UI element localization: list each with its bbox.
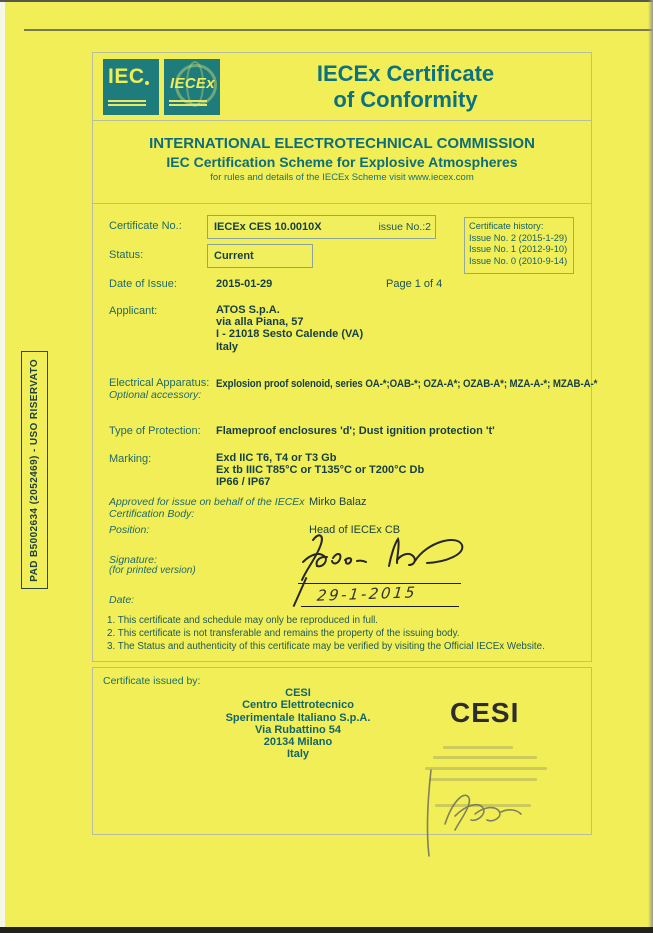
note-line: 2. This certificate is not transferable and remains the property of the issuing body.	[107, 628, 460, 640]
scan-bottom-edge	[0, 927, 653, 933]
commission-line-2: IEC Certification Scheme for Explosive Atmospheres	[166, 154, 518, 170]
approved-label-line1: Approved for issue on behalf of the IECEx	[109, 496, 305, 508]
applicant-address	[216, 304, 363, 353]
issuer-label: Certificate issued by:	[103, 675, 201, 687]
issue-no-value: issue No.:2	[378, 221, 431, 233]
approved-name: Mirko Balaz	[309, 496, 367, 508]
iecex-logo	[164, 59, 220, 115]
title-line-2: of Conformity	[333, 86, 478, 112]
type-of-protection-value: Flameproof enclosures 'd'; Dust ignition protection 't'	[216, 425, 495, 437]
issuer-line: CESI	[285, 687, 311, 699]
note-line: 1. This certificate and schedule may only be reproduced in full.	[107, 615, 379, 626]
header	[92, 52, 592, 121]
marking-line: Ex tb IIIC T85°C or T135°C or T200°C Db	[216, 464, 425, 476]
electrical-apparatus-label: Electrical Apparatus:	[109, 377, 210, 389]
commission-line-3: for rules and details of the IECEx Scheme visit www.iecex.com	[210, 172, 474, 183]
scan-left-margin	[0, 2, 5, 927]
electrical-apparatus-value: Explosion proof solenoid, series OA-*;OAB-*; OZA-A*; OZAB-A*; MZA-A-*; MZAB-A-*	[216, 378, 598, 390]
marking-value	[216, 452, 424, 488]
position-value: Head of IECEx CB	[309, 524, 401, 536]
iec-logo-bars-icon	[108, 98, 146, 108]
marking-line: Exd IIC T6, T4 or T3 Gb	[216, 452, 337, 464]
issuer-stamp	[415, 742, 565, 862]
scan-top-edge	[0, 0, 653, 2]
sidebar-reference-text: PAD B5002634 (2052469) - USO RISERVATO	[29, 358, 40, 582]
cesi-logo: CESI	[450, 697, 520, 728]
certificate-notes	[107, 614, 545, 654]
history-item: Issue No. 2 (2015-1-29)	[469, 232, 568, 243]
signature-label: Signature:	[109, 554, 157, 566]
marking-line: IP66 / IP67	[216, 476, 271, 488]
iec-logo-text: IEC	[108, 64, 145, 88]
commission-line-1: INTERNATIONAL ELECTROTECHNICAL COMMISSION	[149, 135, 535, 152]
applicant-line: I - 21018 Sesto Calende (VA)	[216, 328, 364, 341]
iec-logo	[103, 59, 159, 115]
commission-header	[92, 120, 592, 204]
stamp-signature	[415, 742, 565, 862]
date-of-issue-value: 2015-01-29	[216, 278, 273, 290]
logo-group	[103, 59, 220, 115]
handwritten-date: 29-1-2015	[316, 583, 419, 605]
iecex-logo-text: IECEx	[170, 74, 215, 92]
history-item: Issue No. 0 (2010-9-14)	[469, 255, 568, 266]
status-value: Current	[214, 250, 254, 262]
page-info: Page 1 of 4	[386, 278, 443, 290]
note-line: 3. The Status and authenticity of this certificate may be verified by visiting the Official IECEx Website.	[107, 641, 545, 653]
signature-sublabel: (for printed version)	[109, 565, 196, 576]
issuer-line: Italy	[286, 748, 309, 761]
history-item: Issue No. 1 (2012-9-10)	[469, 244, 568, 255]
certificate-no-label: Certificate No.:	[109, 220, 182, 232]
issuer-line: Sperimentale Italiano S.p.A.	[225, 711, 371, 724]
applicant-line: Italy	[216, 340, 239, 353]
issuer-line: Centro Elettrotecnico	[242, 699, 354, 712]
marking-label: Marking:	[109, 453, 152, 465]
iec-logo-dot-icon	[145, 81, 149, 85]
issuer-address	[193, 687, 403, 761]
type-of-protection-label: Type of Protection:	[109, 425, 201, 437]
handwritten-signature	[291, 530, 471, 582]
page-title	[220, 61, 591, 113]
iecex-logo-bars-icon	[169, 98, 207, 108]
applicant-label: Applicant:	[109, 305, 158, 317]
issuer-line: Via Rubattino 54	[255, 723, 341, 736]
applicant-line: ATOS S.p.A.	[216, 304, 280, 316]
position-label: Position:	[109, 524, 150, 536]
issuer-line: 20134 Milano	[263, 736, 333, 749]
date-label: Date:	[109, 594, 135, 606]
certificate-body	[92, 203, 598, 662]
title-line-1: IECEx Certificate	[316, 60, 495, 86]
history-title: Certificate history:	[469, 221, 544, 231]
status-box	[207, 244, 313, 268]
scan-paper-edge-line	[24, 29, 653, 31]
certificate-no-value: IECEx CES 10.0010X	[214, 221, 322, 233]
sidebar-reference-box	[21, 351, 48, 589]
status-label: Status:	[109, 249, 144, 261]
date-of-issue-label: Date of Issue:	[109, 278, 177, 290]
certificate-history-box	[464, 217, 574, 274]
certificate-no-box	[207, 215, 436, 239]
optional-accessory-label: Optional accessory:	[109, 389, 202, 401]
date-line	[301, 606, 459, 607]
scan-right-shadow	[648, 0, 653, 933]
approved-label-line2: Certification Body:	[109, 508, 195, 520]
applicant-line: via alla Piana, 57	[216, 316, 304, 329]
